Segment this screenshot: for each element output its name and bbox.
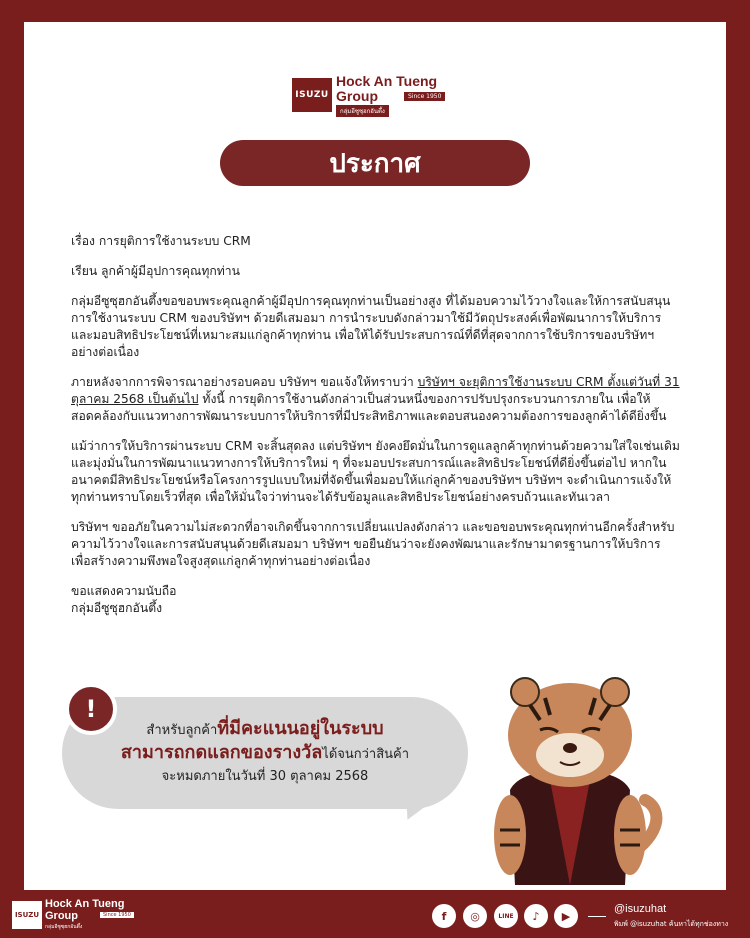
- tiger-mascot-illustration: [470, 670, 670, 890]
- social-handle[interactable]: @isuzuhat: [614, 903, 667, 915]
- promo-text: สำหรับลูกค้าที่มีคะแนนอยู่ในระบบ สามารถกดแลกของรางวัลได้จนกว่าสินค้า จะหมดภายในวันที่ 30 ตุลาคม 2568: [120, 718, 410, 784]
- letter-body: [71, 233, 681, 630]
- instagram-icon[interactable]: ◎: [463, 904, 487, 928]
- line-icon[interactable]: LINE: [494, 904, 518, 928]
- search-hint: พิมพ์ @isuzuhat ค้นหาได้ทุกช่องทาง: [614, 920, 729, 928]
- footer-brand-logo: ISUZU Hock An Tueng Group Since 1950 กลุ่มอีซูซุฮกอันตึ้ง: [12, 898, 146, 932]
- youtube-icon[interactable]: ▶: [554, 904, 578, 928]
- brand-sub-thai: กลุ่มอีซูซุฮกอันตึ้ง: [336, 105, 389, 117]
- letter-subject: เรื่อง การยุติการใช้งานระบบ CRM: [71, 234, 251, 248]
- tiktok-icon[interactable]: ♪: [524, 904, 548, 928]
- footer-divider: [588, 916, 606, 917]
- facebook-icon[interactable]: f: [432, 904, 456, 928]
- brand-name: Hock An Tueng Group: [336, 73, 438, 104]
- letter-signoff: ขอแสดงความนับถือ กลุ่มอีซูซุฮกอันตึ้ง: [71, 584, 177, 615]
- letter-paragraph-3: แม้ว่าการให้บริการผ่านระบบ CRM จะสิ้นสุดลง แต่บริษัทฯ ยังคงยึดมั่นในการดูแลลูกค้าทุกท่านด้วยความใส่ใจเช่นเดิม และมุ่งมั่นในการพัฒนาแนวทางการให้บริการใหม่ ๆ ที่จะมอบประสบการณ์และสิทธิประโยชน์ที่ดียิ่งขึ้นต่อไป หากในอนาคตมีสิทธิประโยชน์หรือโครงการรูปแบบใหม่ที่จัดขึ้นเพื่อมอบให้แก่ลูกค้าของบริษัทฯ บริษัทฯ จะดำเนินการแจ้งให้ทุกท่านทราบโดยเร็วที่สุด เพื่อให้มั่นใจว่าท่านจะได้รับข้อมูลและสิทธิประโยชน์อย่างครบถ้วนและทันเวลา: [71, 439, 680, 504]
- brand-since: Since 1950: [404, 92, 445, 101]
- alert-icon: !: [65, 683, 117, 735]
- letter-paragraph-1: กลุ่มอีซูซุฮกอันตึ้งขอขอบพระคุณลูกค้าผู้มีอุปการคุณทุกท่านเป็นอย่างสูง ที่ได้มอบความไว้วางใจและให้การสนับสนุนการใช้งานระบบ CRM ของบริษัทฯ ด้วยดีเสมอมา การนำระบบดังกล่าวมาใช้มีวัตถุประสงค์เพื่อพัฒนาการให้บริการและมอบสิทธิประโยชน์ที่เหมาะสมแก่ลูกค้าทุกท่าน เพื่อให้ได้รับประสบการณ์ที่ดีที่สุดจากการใช้บริการของบริษัทฯ อย่างต่อเนื่อง: [71, 294, 671, 359]
- end-date-notice: บริษัทฯ จะยุติการใช้งานระบบ CRM ตั้งแต่วันที่ 31 ตุลาคม 2568 เป็นต้นไป: [71, 375, 680, 406]
- page-title: ประกาศ: [220, 140, 530, 186]
- brand-logo: [292, 74, 458, 116]
- letter-greeting: เรียน ลูกค้าผู้มีอุปการคุณทุกท่าน: [71, 264, 240, 278]
- letter-paragraph-4: บริษัทฯ ขออภัยในความไม่สะดวกที่อาจเกิดขึ้นจากการเปลี่ยนแปลงดังกล่าว และขอขอบพระคุณทุกท่านอีกครั้งสำหรับความไว้วางใจและการสนับสนุนด้วยดีเสมอมา บริษัทฯ ขอยืนยันว่าจะยังคงพัฒนาและรักษามาตรฐานการให้บริการ เพื่อสร้างความพึงพอใจสูงสุดแก่ลูกค้าทุกท่านอย่างต่อเนื่อง: [71, 520, 675, 568]
- isuzu-mark: ISUZU: [292, 78, 332, 112]
- letter-paragraph-2: ภายหลังจากการพิจารณาอย่างรอบคอบ บริษัทฯ ขอแจ้งให้ทราบว่า บริษัทฯ จะยุติการใช้งานระบบ CRM ตั้งแต่วันที่ 31 ตุลาคม 2568 เป็นต้นไป ทั้งนี้ การยุติการใช้งานดังกล่าวเป็นส่วนหนึ่งของการปรับปรุงกระบวนการภายใน เพื่อให้สอดคล้องกับแนวทางการพัฒนาระบบการให้บริการที่มีประสิทธิภาพและตอบสนองความต้องการของลูกค้าได้ดียิ่งขึ้น: [71, 375, 680, 423]
